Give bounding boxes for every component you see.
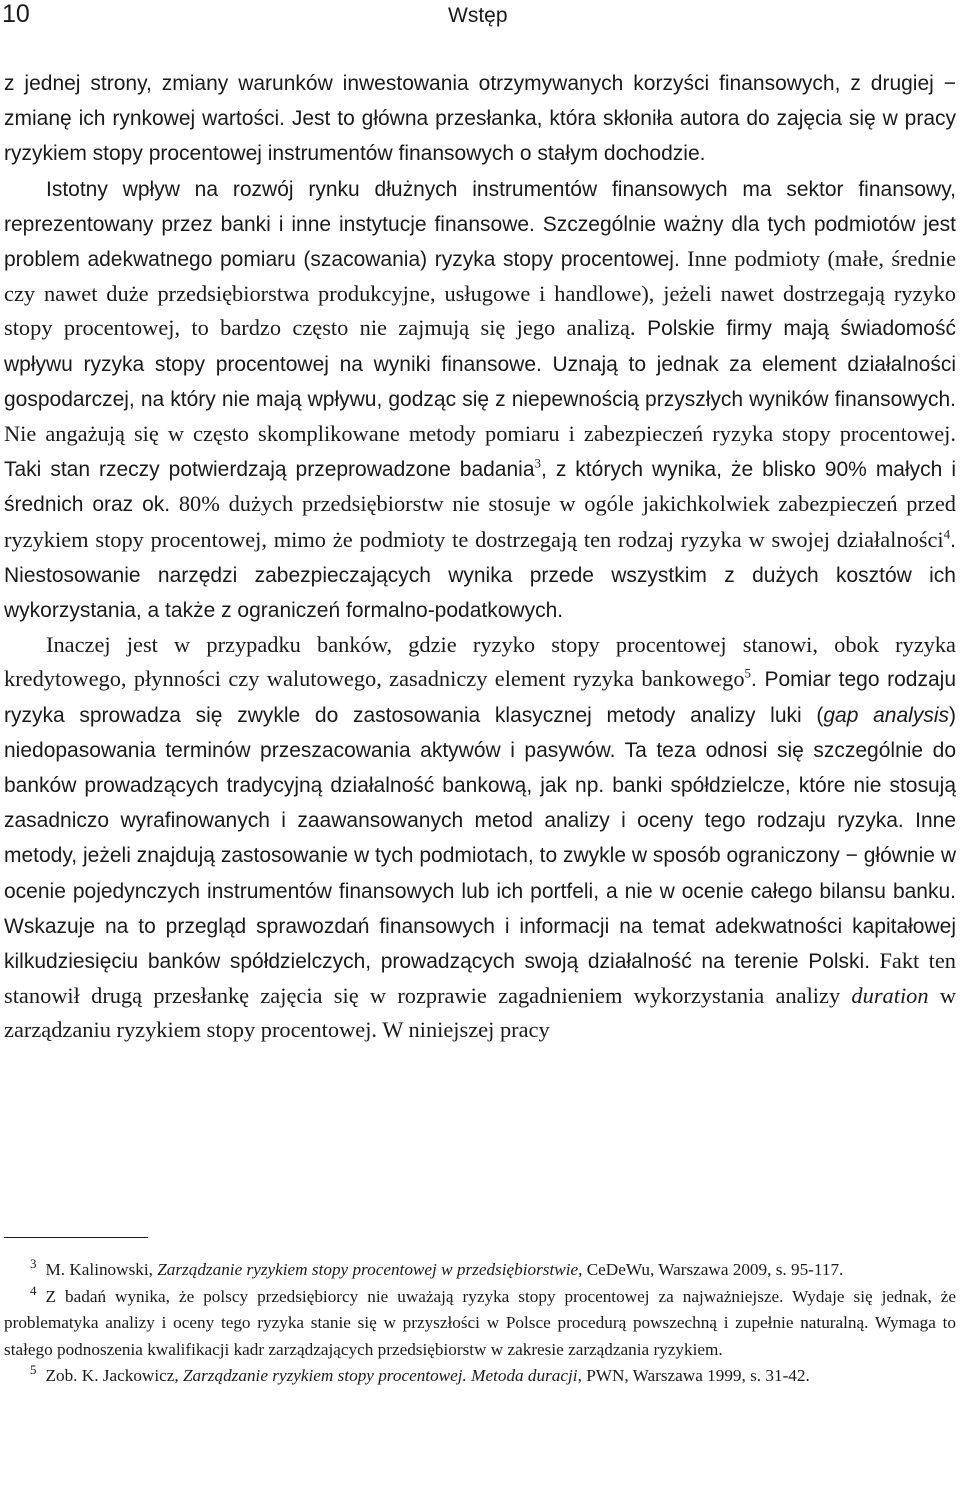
- page-header: [0, 0, 960, 36]
- text-run: 80% dużych przedsiębiorstw nie stosuje w ogóle jakichkolwiek zabezpieczeń przed ryzykiem stopy procentowej, mimo że podmioty te dostrzegają ten rodzaj ryzyka w swojej działalności: [4, 491, 956, 552]
- text-run: Fakt ten stanowił drugą przesłankę zajęcia się w rozprawie zagadnieniem wykorzystania analizy: [4, 948, 956, 1009]
- italic-term: gap analysis: [823, 703, 949, 727]
- footnotes: [4, 1257, 956, 1390]
- paragraph-2: [4, 172, 956, 629]
- main-text: [4, 66, 956, 1048]
- text-run: Inaczej jest w przypadku banków, gdzie ryzyko stopy procentowej stanowi, obok ryzyka kredytowego, płynności czy walutowego, zasadniczy element ryzyka bankowego: [4, 632, 956, 692]
- text-run: z jednej strony, zmiany warunków inwestowania otrzymywanych korzyści finansowych, z drugiej − zmianę ich rynkowej wartości. Jest to główna przesłanka, która skłoniła autora do zajęcia się w pracy ryzykiem stopy procentowej instrumentów finansowych o stałym dochodzie.: [4, 72, 956, 166]
- footnote-ref-3: 3: [534, 455, 542, 471]
- footnote-title: Zarządzanie ryzykiem stopy procentowej. Metoda duracji: [182, 1366, 578, 1385]
- text-run: ) niedopasowania terminów przeszacowania aktywów i pasywów. Ta teza odnosi się szczególnie do banków prowadzących tradycyjną działalność bankową, jak np. banki spółdzielcze, które nie stosują zasadniczo wyrafinowanych i zaawansowanych metod analizy i oceny tego rodzaju ryzyka. Inne metody, jeżeli znajdują zastosowanie w tych podmiotach, to zwykle w sposób ograniczony − głównie w ocenie pojedynczych instrumentów finansowych lub ich portfeli, a nie w ocenie całego bilansu banku. Wskazuje na to przegląd sprawozdań finansowych i informacji na temat adekwatności kapitałowej kilkudziesięciu banków spółdzielczych, prowadzących swoją działalność na terenie Polski.: [4, 703, 956, 974]
- footnote-5: [4, 1363, 956, 1390]
- text-run: . Niestosowanie narzędzi zabezpieczających wynika przede wszystkim z dużych kosztów ich wykorzystania, a także z ograniczeń formalno-podatkowych.: [4, 528, 956, 623]
- text-run: , z których wynika, że blisko 90% małych i średnich oraz ok.: [4, 458, 956, 517]
- running-head: Wstęp: [448, 4, 508, 27]
- text-run: Istotny wpływ na rozwój rynku dłużnych instrumentów finansowych ma sektor finansowy, reprezentowany przez banki i inne instytucje finansowe. Szczególnie ważny dla tych podmiotów jest problem adekwatnego pomiaru (szacowania) ryzyka stopy procentowej.: [4, 177, 956, 272]
- paragraph-1: [4, 66, 956, 172]
- page-number: 10: [2, 0, 30, 28]
- footnote-text: M. Kalinowski,: [45, 1260, 158, 1279]
- italic-term: duration: [851, 983, 929, 1009]
- footnote-title: Zarządzanie ryzykiem stopy procentowej w przedsiębiorstwie: [157, 1260, 579, 1279]
- footnote-text: , PWN, Warszawa 1999, s. 31-42.: [577, 1366, 810, 1385]
- footnote-ref-5: 5: [744, 665, 752, 681]
- paragraph-3: [4, 628, 956, 1047]
- text-run: Taki stan rzeczy potwierdzają przeprowadzone badania: [4, 458, 535, 482]
- footnote-text: , CeDeWu, Warszawa 2009, s. 95-117.: [578, 1260, 844, 1279]
- text-run: . Pomiar tego rodzaju ryzyka sprowadza się zwykle do zastosowania klasycznej metody analizy luki (: [4, 668, 956, 727]
- text-run: w zarządzaniu ryzykiem stopy procentowej. W niniejszej pracy: [4, 983, 956, 1043]
- footnote-number: 5: [30, 1362, 37, 1378]
- footnote-text: Zob. K. Jackowicz,: [45, 1366, 183, 1385]
- text-run: Nie angażują się w często skomplikowane metody pomiaru i zabezpieczeń ryzyka stopy procentowej.: [4, 421, 956, 447]
- footnote-text: Z badań wynika, że polscy przedsiębiorcy nie uważają ryzyka stopy procentowej za najważniejsze. Wydaje się jednak, że problematyka analizy i oceny tego ryzyka stanie się w przyszłości w Polsce procedurą powszechną i zupełnie naturalną. Wymaga to stałego podnoszenia kwalifikacji kadr zarządzających przedsiębiorstw w zakresie zarządzania ryzykiem.: [4, 1286, 956, 1359]
- text-run: Polskie firmy mają świadomość wpływu ryzyka stopy procentowej na wyniki finansowe. Uznają to jednak za element działalności gospodarczej, na który nie mają wpływu, godząc się z niepewnością przyszłych wyników finansowych.: [4, 317, 956, 411]
- footnote-separator: [4, 1237, 148, 1238]
- footnote-4: [4, 1284, 956, 1364]
- footnote-number: 4: [30, 1282, 37, 1298]
- footnote-number: 3: [30, 1256, 37, 1272]
- footnote-ref-4: 4: [943, 526, 951, 542]
- text-run: Inne podmioty (małe, średnie czy nawet duże przedsiębiorstwa produkcyjne, usługowe i handlowe), jeżeli nawet dostrzegają ryzyko stopy procentowej, to bardzo często nie zajmują się jego analizą.: [4, 246, 957, 341]
- footnote-3: [4, 1257, 956, 1284]
